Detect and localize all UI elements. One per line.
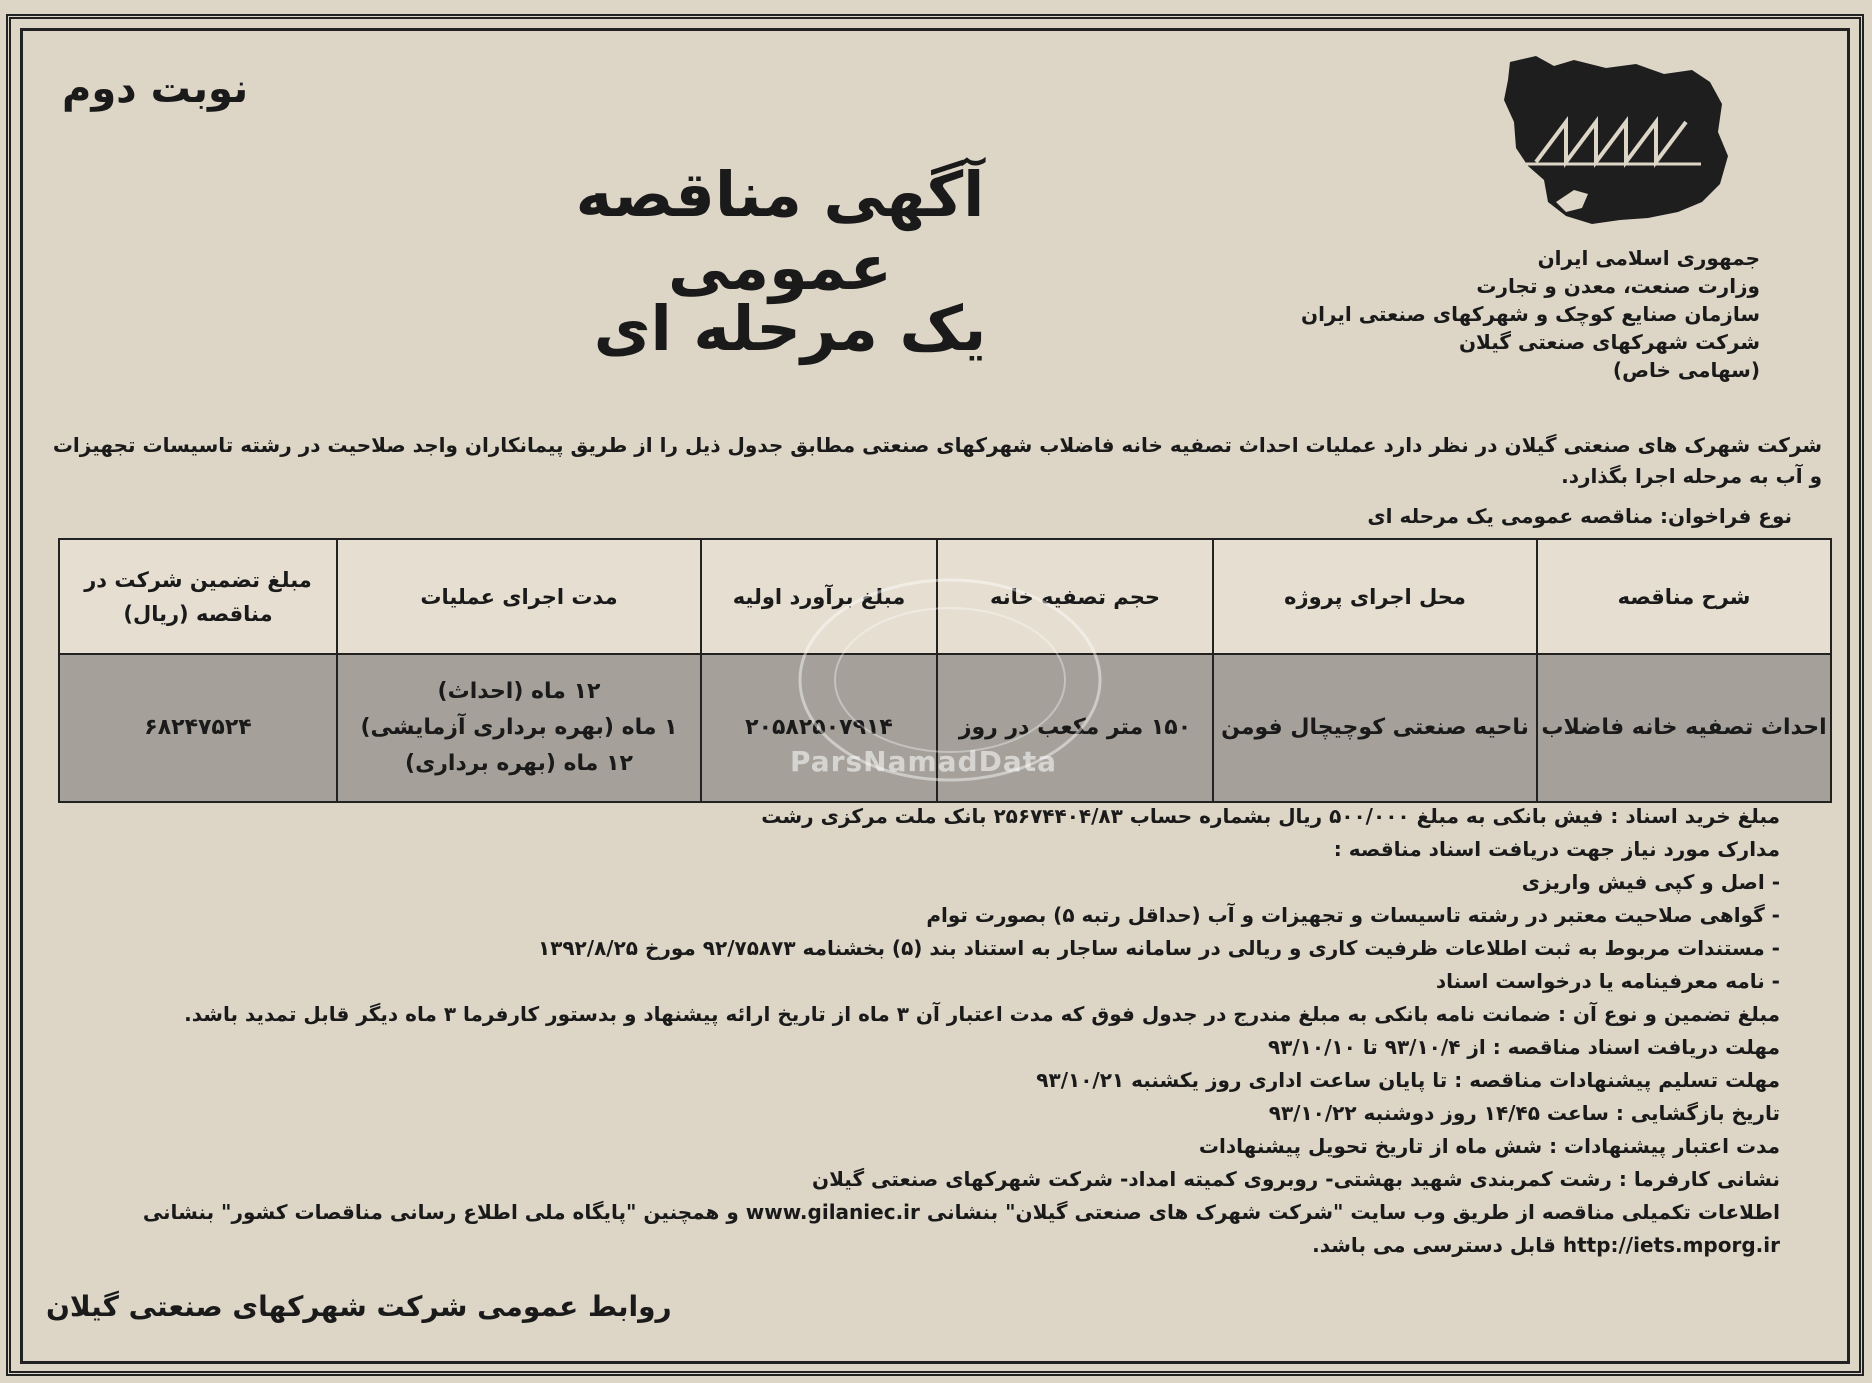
intro-paragraph: شرکت شهرک های صنعتی گیلان در نظر دارد عملیات احداث تصفیه خانه فاضلاب شهرکهای صنعتی مطابق جدول ذیل را از طریق پیمانکاران واجد صلاحیت در رشته تاسیسات تجهیزات و آب به مرحله اجرا بگذارد. xyxy=(52,433,1822,488)
duration-line-2: ۱ ماه (بهره برداری آزمایشی) xyxy=(360,715,678,740)
cell-description: احداث تصفیه خانه فاضلاب xyxy=(1537,654,1831,802)
org-line-3: سازمان صنایع کوچک و شهرکهای صنعتی ایران xyxy=(1301,302,1760,326)
validity-period: مدت اعتبار پیشنهادات : شش ماه از تاریخ تحویل پیشنهادات xyxy=(1198,1134,1780,1158)
iran-map-logo-icon xyxy=(1496,52,1734,228)
additional-info: اطلاعات تکمیلی مناقصه از طریق وب سایت "شرکت شهرک های صنعتی گیلان" بنشانی www.gilaniec.ir و همچنین "پایگاه ملی اطلاع رسانی مناقصات کشور" بنشانی http://iets.mporg.ir قابل دسترسی می باشد. xyxy=(142,1200,1780,1257)
docs-heading: مدارک مورد نیاز جهت دریافت اسناد مناقصه : xyxy=(1333,837,1780,861)
doc-item-3: - مستندات مربوط به ثبت اطلاعات ظرفیت کاری و ریالی در سامانه ساجار به استناد بند (۵) بخشنامه ۹۲/۷۵۸۷۳ مورخ ۱۳۹۲/۸/۲۵ xyxy=(537,936,1780,960)
submit-deadline: مهلت تسلیم پیشنهادات مناقصه : تا پایان ساعت اداری روز یکشنبه ۹۳/۱۰/۲۱ xyxy=(1036,1068,1780,1092)
title-line-1: آگهی مناقصه عمومی xyxy=(575,158,985,304)
call-type: نوع فراخوان: مناقصه عمومی یک مرحله ای xyxy=(1367,504,1792,528)
cell-capacity: ۱۵۰ متر مکعب در روز xyxy=(937,654,1213,802)
cell-estimate: ۲۰۵۸۲۵۰۷۹۱۴ xyxy=(701,654,937,802)
opening-date: تاریخ بازگشایی : ساعت ۱۴/۴۵ روز دوشنبه ۹۳/۱۰/۲۲ xyxy=(1268,1101,1780,1125)
doc-item-4: - نامه معرفینامه یا درخواست اسناد xyxy=(1435,969,1780,993)
purchase-info: مبلغ خرید اسناد : فیش بانکی به مبلغ ۵۰۰/۰۰۰ ریال بشماره حساب ۲۵۶۷۴۴۰۴/۸۳ بانک ملت مرکزی رشت xyxy=(761,804,1780,828)
header-location: محل اجرای پروژه xyxy=(1213,539,1537,654)
watermark-text: ParsNamadData xyxy=(790,745,1057,778)
doc-item-1: - اصل و کپی فیش واریزی xyxy=(1521,870,1780,894)
doc-item-2: - گواهی صلاحیت معتبر در رشته تاسیسات و تجهیزات و آب (حداقل رتبه ۵) بصورت توام xyxy=(926,903,1780,927)
guarantee-info: مبلغ تضمین و نوع آن : ضمانت نامه بانکی به مبلغ مندرج در جدول فوق که مدت اعتبار آن ۳ ماه از تاریخ ارائه پیشنهاد و بدستور کارفرما ۳ ماه دیگر قابل تمدید باشد. xyxy=(184,1002,1780,1026)
receive-deadline: مهلت دریافت اسناد مناقصه : از ۹۳/۱۰/۴ تا ۹۳/۱۰/۱۰ xyxy=(1267,1035,1780,1059)
org-line-5: (سهامی خاص) xyxy=(1612,358,1760,382)
employer-address: نشانی کارفرما : رشت کمربندی شهید بهشتی- روبروی کمیته امداد- شرکت شهرکهای صنعتی گیلان xyxy=(812,1167,1780,1191)
table-row xyxy=(59,654,1831,802)
title-line-2: یک مرحله ای xyxy=(593,292,987,365)
duration-line-1: ۱۲ ماه (احداث) xyxy=(437,679,601,704)
org-line-4: شرکت شهرکهای صنعتی گیلان xyxy=(1458,330,1760,354)
cell-duration xyxy=(337,654,701,802)
org-line-1: جمهوری اسلامی ایران xyxy=(1537,246,1760,270)
org-line-2: وزارت صنعت، معدن و تجارت xyxy=(1476,274,1760,298)
header-estimate: مبلغ برآورد اولیه xyxy=(701,539,937,654)
duration-line-3: ۱۲ ماه (بهره برداری) xyxy=(405,751,633,776)
header-guarantee: مبلغ تضمین شرکت در مناقصه (ریال) xyxy=(59,539,337,654)
cell-guarantee: ۶۸۲۴۷۵۲۴ xyxy=(59,654,337,802)
details-block xyxy=(40,800,1780,1262)
header-capacity: حجم تصفیه خانه xyxy=(937,539,1213,654)
header-description: شرح مناقصه xyxy=(1537,539,1831,654)
cell-location: ناحیه صنعتی کوچیچال فومن xyxy=(1213,654,1537,802)
table-header-row xyxy=(59,539,1831,654)
header-duration: مدت اجرای عملیات xyxy=(337,539,701,654)
round-badge: نوبت دوم xyxy=(62,66,249,112)
organization-block xyxy=(1300,244,1760,384)
footer-signature: روابط عمومی شرکت شهرکهای صنعتی گیلان xyxy=(46,1290,672,1323)
